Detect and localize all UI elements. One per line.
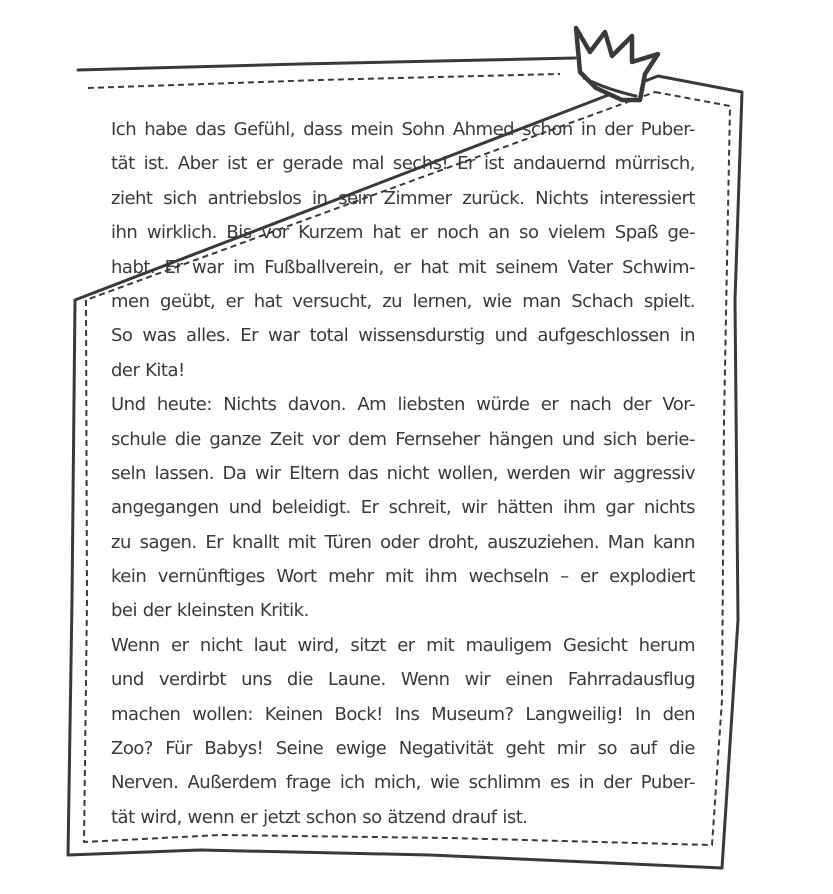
text-line: tät wird, wenn er jetzt schon so ätzend drauf ist. <box>111 806 528 828</box>
text-line: machen wollen: Keinen Bock! Ins Museum? Langweilig! In den <box>111 703 695 725</box>
crown-icon <box>576 28 658 100</box>
text-line: schule die ganze Zeit vor dem Fernseher hängen und sich berie- <box>111 428 695 450</box>
text-line: habt. Er war im Fußballverein, er hat mit seinem Vater Schwim- <box>111 256 695 278</box>
text-line: der Kita! <box>111 359 185 381</box>
text-line: ihn wirklich. Bis vor Kurzem hat er noch an so vielem Spaß ge- <box>111 222 695 244</box>
text-line: bei der kleinsten Kritik. <box>111 600 309 622</box>
text-line: kein vernünftiges Wort mehr mit ihm wechseln – er explodiert <box>111 566 695 588</box>
text-line: men geübt, er hat versucht, zu lernen, wie man Schach spielt. <box>111 290 695 312</box>
text-line: zu sagen. Er knallt mit Türen oder droht, auszuziehen. Man kann <box>111 531 695 553</box>
text-line: Zoo? Für Babys! Seine ewige Negativität geht mir so auf die <box>111 738 695 760</box>
letter-text <box>111 113 695 835</box>
text-line: und verdirbt uns die Laune. Wenn wir einen Fahrradausflug <box>111 669 695 691</box>
text-line: So was alles. Er war total wissensdurstig und aufgeschlossen in <box>111 325 695 347</box>
text-line: tät ist. Aber ist er gerade mal sechs! Er ist andauernd mürrisch, <box>111 153 695 175</box>
text-line: zieht sich antriebslos in sein Zimmer zurück. Nichts interessiert <box>111 187 695 209</box>
text-line: Wenn er nicht laut wird, sitzt er mit mauligem Gesicht herum <box>111 634 695 656</box>
text-line: angegangen und beleidigt. Er schreit, wir hätten ihm gar nichts <box>111 497 695 519</box>
text-line: Und heute: Nichts davon. Am liebsten würde er nach der Vor- <box>111 394 695 416</box>
text-line: seln lassen. Da wir Eltern das nicht wollen, werden wir aggressiv <box>111 462 695 484</box>
text-line: Ich habe das Gefühl, dass mein Sohn Ahmed schon in der Puber- <box>111 119 695 140</box>
text-line: Nerven. Außerdem frage ich mich, wie schlimm es in der Puber- <box>111 772 695 794</box>
